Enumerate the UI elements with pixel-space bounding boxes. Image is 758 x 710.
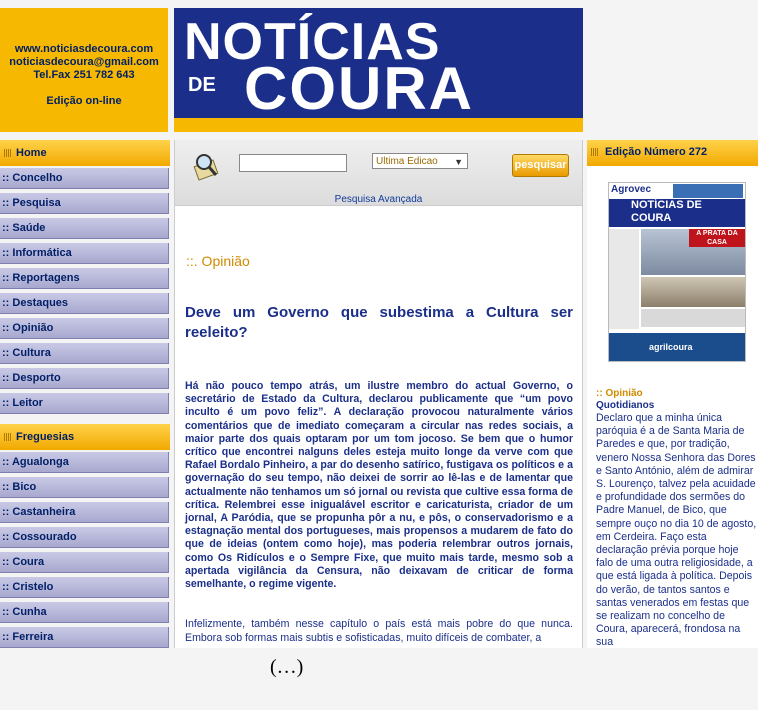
advanced-search-link[interactable]: Pesquisa Avançada: [334, 194, 423, 205]
nav-item-label: Reportagens: [12, 272, 80, 284]
nav-item[interactable]: [0, 452, 169, 473]
nav-item[interactable]: [0, 268, 169, 289]
logo-underline-bar: [174, 118, 583, 132]
left-navigation: [0, 140, 170, 652]
nav-item[interactable]: [0, 243, 169, 264]
nav-item-prefix: ::: [2, 397, 13, 409]
search-bar: [175, 140, 582, 206]
nav-item[interactable]: [0, 577, 169, 598]
nav-item[interactable]: [0, 527, 169, 548]
logo-word-coura: COURA: [244, 55, 474, 118]
nav-item[interactable]: [0, 368, 169, 389]
edition-cover-image[interactable]: [608, 182, 746, 362]
dots-icon: [4, 433, 12, 441]
nav-item-label: Cultura: [12, 347, 51, 359]
nav-item[interactable]: [0, 602, 169, 623]
opinion-excerpt: Declaro que a minha única paróquia é a de Santa Maria de Paredes e que, por tradição, venero Nossa Senhora das Dores e Santo António, além de admirar S. Lourenço, talvez pela acuidade e profundidade dos sermões do Padre Manuel, de Bico, que sempre ouço no dia 10 de agosto, em Cerdeira. Faço esta declaração prévia porque hoje falo de uma outra religiosidade, a que está ligada à política. Depois do verão, de tantos santos e santas venerados em festas que se realizam no concelho de Coura, aparecerá, frondosa na sua: [596, 412, 757, 648]
nav-item-prefix: ::: [2, 272, 13, 284]
article-body: Infelizmente, também nesse capítulo o país está mais pobre do que nunca. Embora sob formas mais subtis e sofisticadas, muito difíceis de combater, a: [185, 618, 573, 644]
edition-select-value: Ultima Edicao: [376, 156, 438, 167]
nav-item[interactable]: [0, 552, 169, 573]
nav-item-prefix: ::: [2, 372, 13, 384]
cover-photo-secondary: [641, 277, 745, 307]
nav-item-label: Saúde: [12, 222, 46, 234]
nav-item-prefix: ::: [2, 172, 13, 184]
nav-item[interactable]: [0, 502, 169, 523]
nav-item-prefix: ::: [2, 506, 13, 518]
nav-item-label: Cossourado: [12, 531, 77, 543]
nav-item-label: Castanheira: [12, 506, 76, 518]
nav-home-header[interactable]: [0, 140, 170, 166]
nav-item-prefix: ::: [2, 222, 13, 234]
nav-item-prefix: ::: [2, 297, 13, 309]
contact-box: [0, 8, 168, 132]
nav-item-label: Pesquisa: [12, 197, 61, 209]
right-sidebar: [587, 140, 758, 648]
nav-item-label: Cristelo: [12, 581, 54, 593]
nav-item-prefix: ::: [2, 481, 13, 493]
phone-text: Tel.Fax 251 782 643: [33, 69, 135, 81]
dots-icon: [4, 149, 12, 157]
nav-item[interactable]: [0, 393, 169, 414]
nav-item-prefix: ::: [2, 322, 13, 334]
edition-select[interactable]: [372, 153, 468, 169]
site-logo[interactable]: [174, 8, 583, 118]
cover-brand: Agrovec: [611, 184, 652, 195]
nav-item-label: Leitor: [12, 397, 43, 409]
nav-item[interactable]: [0, 627, 169, 648]
article-body-bold: Há não pouco tempo atrás, um ilustre membro do actual Governo, o secretário de Estado da Cultura, declarou publicamente que “um povo inculto é um povo feliz”. A declaração provocou naturalmente vários comentários que de imediato começaram a circular nas redes sociais, a maior parte dos quais optaram por um tom jocoso. Se bem que o humor crítico que encontrei nalguns deles esteja muito longe da verve com que Rafael Bordalo Pinheiro, a par do desenho satírico, fustigava os políticos e a governação do seu tempo, não deixei de sorrir ao lê-las e de lamentar que actualmente não tenhamos um só jornal ou revista que cultive essa forma de crítica. Relembrei esse inigualável escritor e caricaturista, criador de um jornal, A Paródia, que se propunha pôr a nu, e pôs, o conservadorismo e a estagnação mental dos portugueses, mais propensos a mudarem de fato do que de ideias (ontem como hoje), mas poderia relembrar outros jornais, como Os Ridículos e o Sempre Fixe, que muito mais tarde, mesmo sob a apertada vigilância da Censura, não deixavam de criticar de forma semelhante, o regime vigente.: [185, 380, 573, 591]
cover-footer-ad: agrilcoura: [609, 333, 745, 361]
article-title: Deve um Governo que subestima a Cultura ser reeleito?: [185, 304, 573, 341]
nav-freguesias-header: [0, 424, 170, 450]
nav-item-prefix: ::: [2, 581, 13, 593]
nav-home-label: Home: [16, 147, 47, 159]
nav-item[interactable]: [0, 293, 169, 314]
nav-item-prefix: ::: [2, 531, 13, 543]
nav-item-label: Opinião: [12, 322, 54, 334]
edition-header: [587, 140, 758, 166]
nav-item[interactable]: [0, 343, 169, 364]
nav-item-label: Ferreira: [12, 631, 54, 643]
nav-item-prefix: ::: [2, 197, 13, 209]
nav-item-label: Concelho: [12, 172, 63, 184]
dropdown-arrow-icon: ▼: [454, 157, 463, 167]
edition-label: Edição on-line: [46, 95, 122, 107]
nav-freguesias-label: Freguesias: [16, 431, 75, 443]
nav-item[interactable]: [0, 318, 169, 339]
magnifier-icon: [192, 151, 222, 181]
opinion-subtitle[interactable]: Quotidianos: [596, 400, 655, 411]
nav-item-prefix: ::: [2, 606, 13, 618]
search-input[interactable]: [239, 154, 347, 172]
nav-item[interactable]: [0, 218, 169, 239]
nav-item[interactable]: [0, 168, 169, 189]
nav-item-prefix: ::: [2, 556, 13, 568]
main-content: [174, 140, 583, 648]
nav-item-label: Cunha: [12, 606, 47, 618]
nav-item[interactable]: [0, 193, 169, 214]
nav-item-prefix: ::: [2, 347, 13, 359]
cover-headline: A PRATA DA CASA: [689, 229, 745, 247]
cover-left-column: [609, 229, 639, 329]
edition-header-label: Edição Número 272: [605, 146, 708, 158]
continuation-ellipsis: (…): [270, 656, 304, 678]
nav-item-label: Desporto: [12, 372, 61, 384]
opinion-title[interactable]: :: Opinião: [596, 388, 643, 399]
section-title: ::. Opinião: [186, 253, 250, 269]
logo-word-de: DE: [188, 74, 216, 96]
nav-item-label: Destaques: [12, 297, 69, 309]
nav-item-label: Bico: [12, 481, 37, 493]
email-link[interactable]: noticiasdecoura@gmail.com: [9, 56, 159, 68]
nav-item-label: Agualonga: [11, 456, 69, 468]
nav-item-label: Coura: [12, 556, 45, 568]
nav-item-prefix: ::: [2, 456, 12, 468]
nav-item-prefix: ::: [2, 631, 13, 643]
logo-word-noticias: NOTÍCIAS: [184, 13, 441, 71]
search-button[interactable]: pesquisar: [512, 154, 569, 177]
nav-item-prefix: ::: [2, 247, 13, 259]
cover-masthead: NOTÍCIAS DE COURA: [609, 199, 745, 227]
cover-strip: [641, 309, 745, 327]
cover-top-ad: [673, 184, 743, 198]
dots-icon: [591, 148, 599, 156]
nav-item-label: Informática: [12, 247, 72, 259]
nav-item[interactable]: [0, 477, 169, 498]
website-link[interactable]: www.noticiasdecoura.com: [14, 43, 154, 55]
